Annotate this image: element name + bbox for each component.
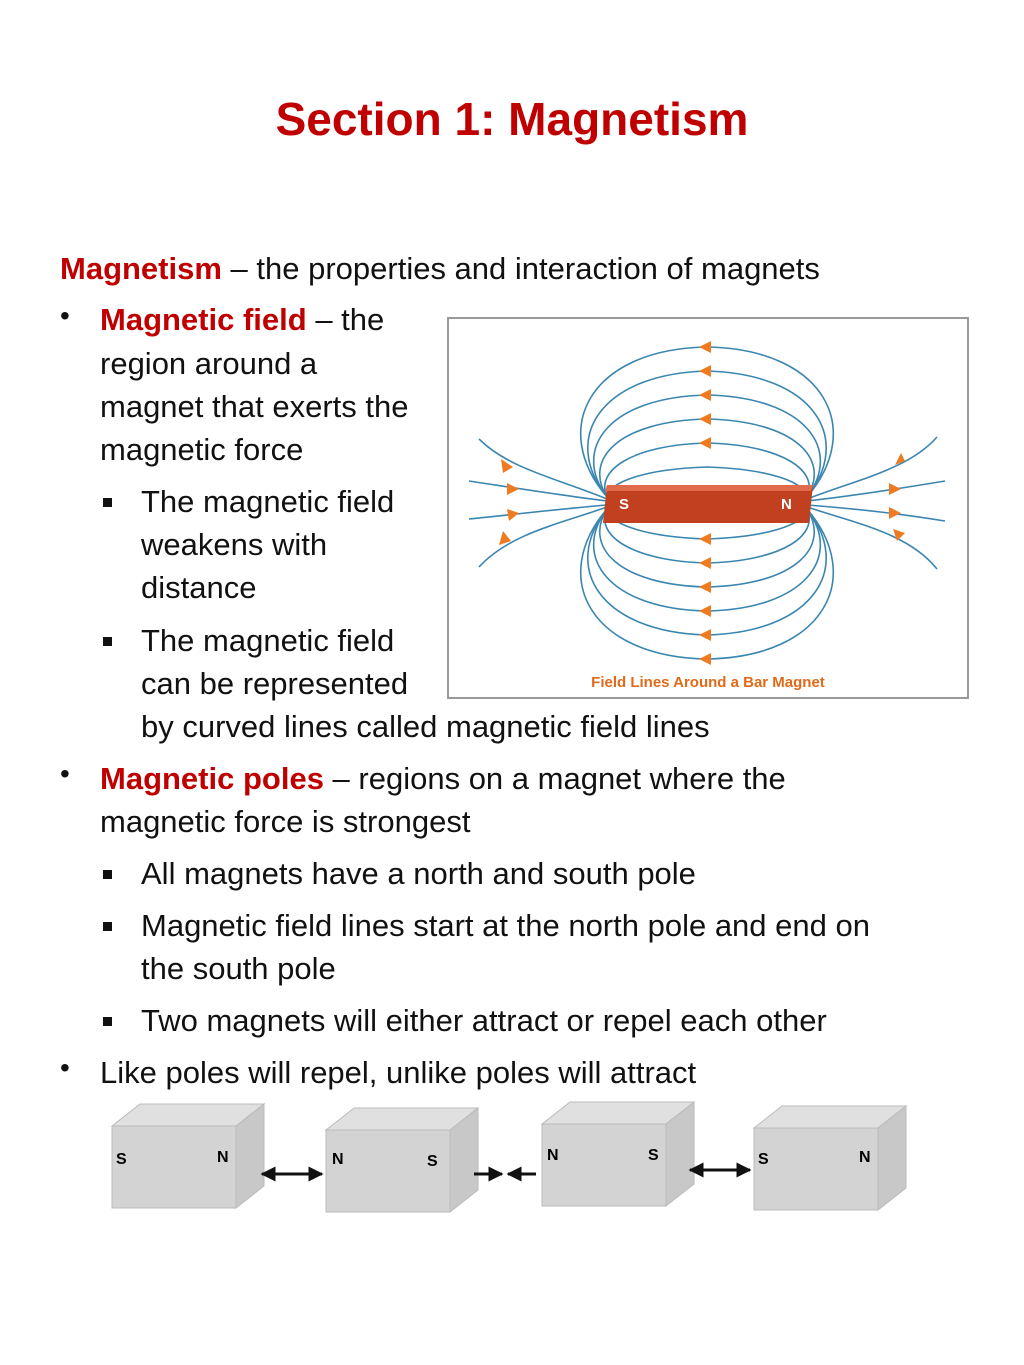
definition-text: – the properties and interaction of magnets <box>221 251 820 286</box>
magnetism-definition <box>60 247 820 290</box>
field-line-2: region around a <box>100 346 318 381</box>
field-text: – the <box>306 302 385 337</box>
bullet-dot: • <box>60 1052 70 1083</box>
poles-sub2-line-2: the south pole <box>141 951 336 986</box>
magnet-south-label: S <box>619 496 630 513</box>
poles-line-2: magnetic force is strongest <box>100 804 471 839</box>
bar-magnet-diagram <box>449 319 967 697</box>
poles-sub1: All magnets have a north and south pole <box>141 856 696 891</box>
term-magnetic-poles: Magnetic poles <box>100 761 324 796</box>
poles-sub2-line-1: Magnetic field lines start at the north pole and end on <box>141 908 870 943</box>
magnet-right-label: S <box>648 1147 659 1164</box>
field-line-1 <box>100 298 384 341</box>
figure-caption: Field Lines Around a Bar Magnet <box>591 674 825 691</box>
magnet-block <box>754 1106 906 1210</box>
magnet-north-label: N <box>781 496 792 513</box>
bullet-dot: • <box>60 300 70 331</box>
field-sub1-line-3: distance <box>141 570 257 605</box>
poles-line-1 <box>100 757 786 800</box>
field-sub2-line-3: by curved lines called magnetic field lines <box>141 709 710 744</box>
magnet-right-label: N <box>859 1149 871 1166</box>
magnet-block <box>542 1102 694 1206</box>
field-sub1-line-1: The magnetic field <box>141 484 395 519</box>
page-title: Section 1: Magnetism <box>275 93 749 145</box>
square-bullet <box>103 637 112 646</box>
square-bullet <box>103 922 112 931</box>
magnet-left-label: N <box>332 1151 344 1168</box>
poles-text: – regions on a magnet where the <box>323 761 786 796</box>
square-bullet <box>103 870 112 879</box>
square-bullet <box>103 498 112 507</box>
field-line-4: magnetic force <box>100 432 304 467</box>
field-sub1-line-2: weakens with <box>141 527 328 562</box>
magnet-right-label: S <box>427 1153 438 1170</box>
magnet-block <box>112 1104 264 1208</box>
square-bullet <box>103 1017 112 1026</box>
magnet-interaction-diagram <box>100 1098 920 1218</box>
bullet-dot: • <box>60 758 70 789</box>
magnet-left-label: S <box>758 1151 769 1168</box>
poles-sub3: Two magnets will either attract or repel each other <box>141 1003 827 1038</box>
magnet-block <box>326 1108 478 1212</box>
magnet-right-label: N <box>217 1149 229 1166</box>
term-magnetism: Magnetism <box>60 251 222 286</box>
field-sub2-line-2: can be represented <box>141 666 409 701</box>
rule-text: Like poles will repel, unlike poles will attract <box>100 1055 697 1090</box>
term-magnetic-field: Magnetic field <box>100 302 307 337</box>
magnet-left-label: N <box>547 1147 559 1164</box>
field-sub2-line-1: The magnetic field <box>141 623 395 658</box>
magnet-left-label: S <box>116 1151 127 1168</box>
field-lines-figure <box>447 317 969 699</box>
field-line-3: magnet that exerts the <box>100 389 409 424</box>
